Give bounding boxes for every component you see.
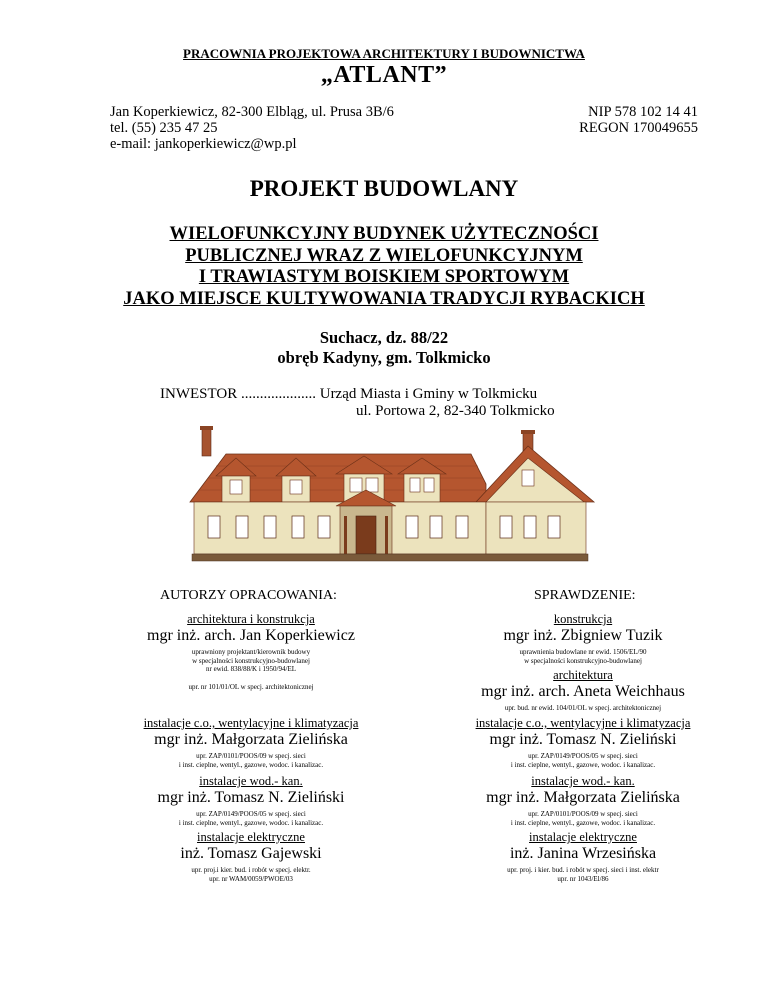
review-name: mgr inż. arch. Aneta Weichhaus — [481, 683, 685, 700]
author-license: nr ewid. 838/88/K i 1950/94/EL — [205, 665, 297, 673]
review-entry — [433, 774, 733, 827]
author-license: upr. proj.i kier. bud. i robót w specj. elektr. — [191, 866, 311, 874]
review-role: konstrukcja — [553, 612, 613, 626]
review-entry — [433, 668, 733, 713]
project-location — [0, 328, 768, 368]
review-license: i inst. cieplne, wentyl., gazowe, wodoc. i kanalizac. — [510, 818, 656, 827]
author-entry — [101, 716, 401, 769]
author-license: i inst. cieplne, wentyl., gazowe, wodoc. i kanalizac. — [178, 760, 324, 769]
author-license: uprawniony projektant/kierownik budowy — [191, 648, 311, 656]
project-title-line: JAKO MIEJSCE KULTYWOWANIA TRADYCJI RYBACKICH — [123, 288, 645, 309]
review-role: instalacje wod.- kan. — [531, 774, 635, 788]
author-name: mgr inż. Małgorzata Zielińska — [154, 731, 348, 748]
investor-block — [160, 386, 555, 420]
authors-heading: AUTORZY OPRACOWANIA: — [160, 588, 337, 603]
author-role: architektura i konstrukcja — [187, 612, 315, 626]
review-name: mgr inż. Tomasz N. Zieliński — [489, 731, 677, 748]
investor-label: INWESTOR .................... — [160, 386, 316, 402]
author-license — [101, 674, 401, 683]
project-title-line: I TRAWIASTYM BOISKIEM SPORTOWYM — [198, 267, 570, 287]
author-entry — [101, 830, 401, 883]
author-license: upr. ZAP/0101/POOS/09 w specj. sieci — [196, 752, 306, 760]
location-district: obręb Kadyny, gm. Tolkmicko — [277, 348, 491, 367]
investor-name: Urząd Miasta i Gminy w Tolkmicku — [319, 386, 538, 402]
author-role: instalacje c.o., wentylacyjne i klimatyzacja — [143, 716, 359, 730]
author-role: instalacje elektryczne — [197, 830, 305, 844]
author-license: upr. nr 101/01/OL w specj. architektonicznej — [188, 682, 314, 691]
review-license: upr. bud. nr ewid. 104/01/OL w specj. architektonicznej — [504, 704, 662, 712]
review-role: instalacje elektryczne — [529, 830, 637, 844]
review-role: architektura — [553, 668, 613, 682]
author-entry — [101, 774, 401, 827]
contact-regon: REGON 170049655 — [579, 120, 698, 136]
review-role: instalacje c.o., wentylacyjne i klimatyzacja — [475, 716, 691, 730]
review-license: upr. ZAP/0101/POOS/09 w specj. sieci — [528, 810, 638, 818]
author-entry — [101, 612, 401, 691]
contact-email: e-mail: jankoperkiewicz@wp.pl — [110, 136, 297, 152]
review-heading: SPRAWDZENIE: — [534, 588, 636, 603]
author-name: inż. Tomasz Gajewski — [180, 845, 322, 862]
firm-name: „ATLANT” — [320, 62, 448, 88]
author-license: i inst. cieplne, wentyl., gazowe, wodoc. i kanalizac. — [178, 818, 324, 827]
contact-left — [110, 104, 394, 152]
location-plot: Suchacz, dz. 88/22 — [319, 328, 449, 347]
review-entry — [433, 830, 733, 883]
review-name: mgr inż. Zbigniew Tuzik — [503, 627, 663, 644]
review-entry — [433, 716, 733, 769]
review-license: i inst. cieplne, wentyl., gazowe, wodoc. i kanalizac. — [510, 760, 656, 769]
review-license: upr. nr 1043/El/86 — [557, 874, 609, 883]
contact-nip: NIP 578 102 14 41 — [588, 104, 698, 120]
review-license: uprawnienia budowlane nr ewid. 1506/EL/90 — [519, 648, 647, 656]
project-title-line: PUBLICZNEJ WRAZ Z WIELOFUNKCYJNYM — [185, 245, 583, 266]
building-elevation-image — [186, 424, 601, 564]
project-type: PROJEKT BUDOWLANY — [249, 176, 519, 201]
review-name: mgr inż. Małgorzata Zielińska — [486, 789, 680, 806]
review-name: inż. Janina Wrzesińska — [509, 845, 657, 862]
firm-line: PRACOWNIA PROJEKTOWA ARCHITEKTURY I BUDOWNICTWA — [183, 46, 585, 61]
author-license: upr. ZAP/0149/POOS/05 w specj. sieci — [196, 810, 306, 818]
review-license: upr. ZAP/0149/POOS/05 w specj. sieci — [528, 752, 638, 760]
author-role: instalacje wod.- kan. — [199, 774, 303, 788]
project-title — [0, 224, 768, 310]
author-license: upr. nr WAM/0059/PWOE/03 — [209, 874, 293, 883]
author-name: mgr inż. arch. Jan Koperkiewicz — [147, 627, 355, 644]
contact-phone: tel. (55) 235 47 25 — [110, 120, 218, 136]
author-license: w specjalności konstrukcyjno-budowlanej — [192, 656, 310, 665]
review-entry — [433, 612, 733, 665]
investor-address: ul. Portowa 2, 82-340 Tolkmicko — [356, 403, 555, 419]
project-title-line: WIELOFUNKCYJNY BUDYNEK UŻYTECZNOŚCI — [169, 224, 599, 244]
contact-right — [579, 104, 698, 136]
contact-address: Jan Koperkiewicz, 82-300 Elbląg, ul. Prusa 3B/6 — [110, 104, 394, 120]
review-license: w specjalności konstrukcyjno-budowlanej — [524, 656, 642, 665]
review-license: upr. proj. i kier. bud. i robót w specj. sieci i inst. elektr — [507, 866, 659, 874]
author-name: mgr inż. Tomasz N. Zieliński — [157, 789, 345, 806]
